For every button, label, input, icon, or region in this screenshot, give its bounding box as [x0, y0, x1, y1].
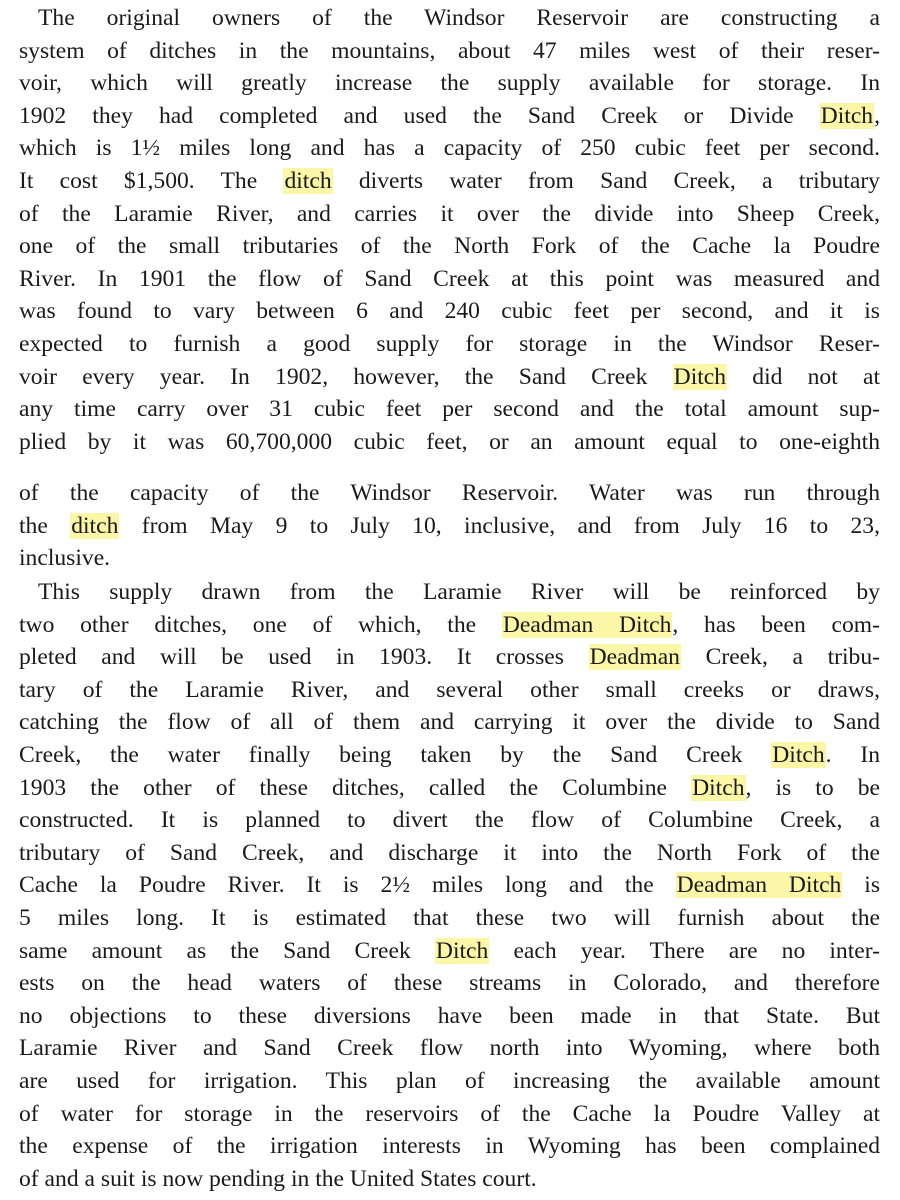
- highlighted-term: Ditch: [772, 742, 825, 768]
- text-line: [19, 869, 880, 901]
- text-run: one of the small tributaries of the North Fork of the Cache la Poudre: [19, 233, 880, 260]
- text-line: [19, 328, 880, 360]
- text-run: It cost $1,500. The: [19, 168, 284, 194]
- text-run: voir every year. In 1902, however, the Sand Creek: [19, 363, 673, 390]
- text-run: the expense of the irrigation interests in Wyoming has been complained: [19, 1133, 880, 1160]
- text-line: [19, 935, 880, 967]
- text-run: 1903 the other of these ditches, called the Columbine: [19, 774, 692, 801]
- text-run: River. In 1901 the flow of Sand Creek at this point was measured and: [19, 265, 880, 292]
- highlighted-term: Ditch: [692, 774, 745, 801]
- text-line: [19, 100, 880, 132]
- highlighted-term: Deadman: [589, 644, 680, 671]
- text-line: [19, 674, 880, 706]
- text-run: no objections to these diversions have been made in that State. But: [19, 1002, 880, 1029]
- text-line: [38, 576, 880, 608]
- text-line: [19, 477, 880, 509]
- text-run: of water for storage in the reservoirs of the Cache la Poudre Valley at: [19, 1100, 880, 1127]
- text-run: is: [842, 872, 881, 899]
- text-run: expected to furnish a good supply for storage in the Windsor Reser-: [19, 331, 880, 357]
- text-line: [19, 35, 880, 67]
- text-line: [19, 902, 880, 934]
- text-line: [19, 706, 880, 738]
- text-run: . In: [825, 742, 880, 768]
- text-line: [19, 641, 880, 673]
- text-run: which is 1½ miles long and has a capacity of 250 cubic feet per second.: [19, 135, 880, 162]
- text-run: Cache la Poudre River. It is 2½ miles long and the: [19, 872, 676, 899]
- text-line: [19, 295, 880, 327]
- text-line: [19, 804, 880, 836]
- text-line: [19, 198, 880, 230]
- text-run: voir, which will greatly increase the supply available for storage. In: [19, 70, 880, 97]
- text-line: [19, 542, 880, 574]
- text-run: ,: [874, 102, 880, 129]
- text-run: 5 miles long. It is estimated that these two will furnish about the: [19, 905, 880, 931]
- text-run: same amount as the Sand Creek: [19, 937, 435, 964]
- text-line: [19, 1065, 880, 1097]
- text-run: The original owners of the Windsor Reservoir are constructing a: [38, 5, 880, 31]
- text-line: [19, 230, 880, 262]
- text-line: [19, 1098, 880, 1130]
- text-run: , has been com-: [672, 611, 880, 638]
- highlighted-term: Deadman Ditch: [502, 611, 672, 638]
- text-run: two other ditches, one of which, the: [19, 611, 502, 638]
- text-run: tary of the Laramie River, and several other small creeks or draws,: [19, 676, 880, 703]
- text-line: [19, 426, 880, 458]
- text-line: [19, 1130, 880, 1162]
- text-line: [19, 510, 880, 542]
- text-run: inclusive.: [19, 545, 111, 572]
- text-line: [19, 967, 880, 999]
- text-run: of the Laramie River, and carries it over the divide into Sheep Creek,: [19, 200, 880, 227]
- text-line: [19, 1032, 880, 1064]
- text-line: [19, 837, 880, 869]
- text-run: This supply drawn from the Laramie River will be reinforced by: [38, 579, 880, 605]
- highlighted-term: ditch: [71, 512, 119, 539]
- text-run: the: [19, 512, 71, 539]
- text-run: plied by it was 60,700,000 cubic feet, or an amount equal to one-eighth: [19, 428, 880, 455]
- highlighted-term: Ditch: [673, 363, 727, 390]
- text-run: 1902 they had completed and used the Sand Creek or Divide: [19, 102, 820, 129]
- text-run: did not at: [727, 363, 880, 390]
- text-run: of the capacity of the Windsor Reservoir. Water was run through: [19, 480, 880, 506]
- text-line: [19, 361, 880, 393]
- text-run: catching the flow of all of them and carrying it over the divide to Sand: [19, 709, 880, 736]
- text-line: [19, 67, 880, 99]
- text-line: [19, 132, 880, 164]
- text-line: [19, 165, 880, 197]
- highlighted-term: ditch: [284, 168, 332, 194]
- text-run: any time carry over 31 cubic feet per second and the total amount sup-: [19, 396, 880, 423]
- text-run: each year. There are no inter-: [489, 937, 880, 964]
- text-line: [19, 263, 880, 295]
- text-line: [19, 393, 880, 425]
- text-line: [19, 609, 880, 641]
- text-run: tributary of Sand Creek, and discharge it into the North Fork of the: [19, 839, 880, 866]
- text-run: of and a suit is now pending in the United States court.: [19, 1165, 537, 1192]
- text-run: ests on the head waters of these streams in Colorado, and therefore: [19, 970, 880, 997]
- text-run: Laramie River and Sand Creek flow north into Wyoming, where both: [19, 1035, 880, 1062]
- text-run: from May 9 to July 10, inclusive, and from July 16 to 23,: [119, 512, 880, 539]
- text-run: Creek, a tribu-: [680, 644, 880, 671]
- text-run: Creek, the water finally being taken by the Sand Creek: [19, 742, 772, 768]
- text-run: was found to vary between 6 and 240 cubic feet per second, and it is: [19, 298, 880, 325]
- highlighted-term: Deadman Ditch: [676, 872, 842, 899]
- text-run: pleted and will be used in 1903. It crosses: [19, 644, 589, 671]
- text-line: [38, 2, 880, 34]
- text-line: [19, 1163, 880, 1195]
- text-line: [19, 1000, 880, 1032]
- text-run: constructed. It is planned to divert the flow of Columbine Creek, a: [19, 807, 880, 834]
- text-line: [19, 739, 880, 771]
- text-run: are used for irrigation. This plan of increasing the available amount: [19, 1068, 880, 1094]
- text-line: [19, 772, 880, 804]
- text-run: , is to be: [745, 774, 880, 801]
- text-run: system of ditches in the mountains, about 47 miles west of their reser-: [19, 37, 880, 64]
- highlighted-term: Ditch: [435, 937, 489, 964]
- text-run: diverts water from Sand Creek, a tributary: [332, 168, 880, 194]
- highlighted-term: Ditch: [820, 102, 874, 129]
